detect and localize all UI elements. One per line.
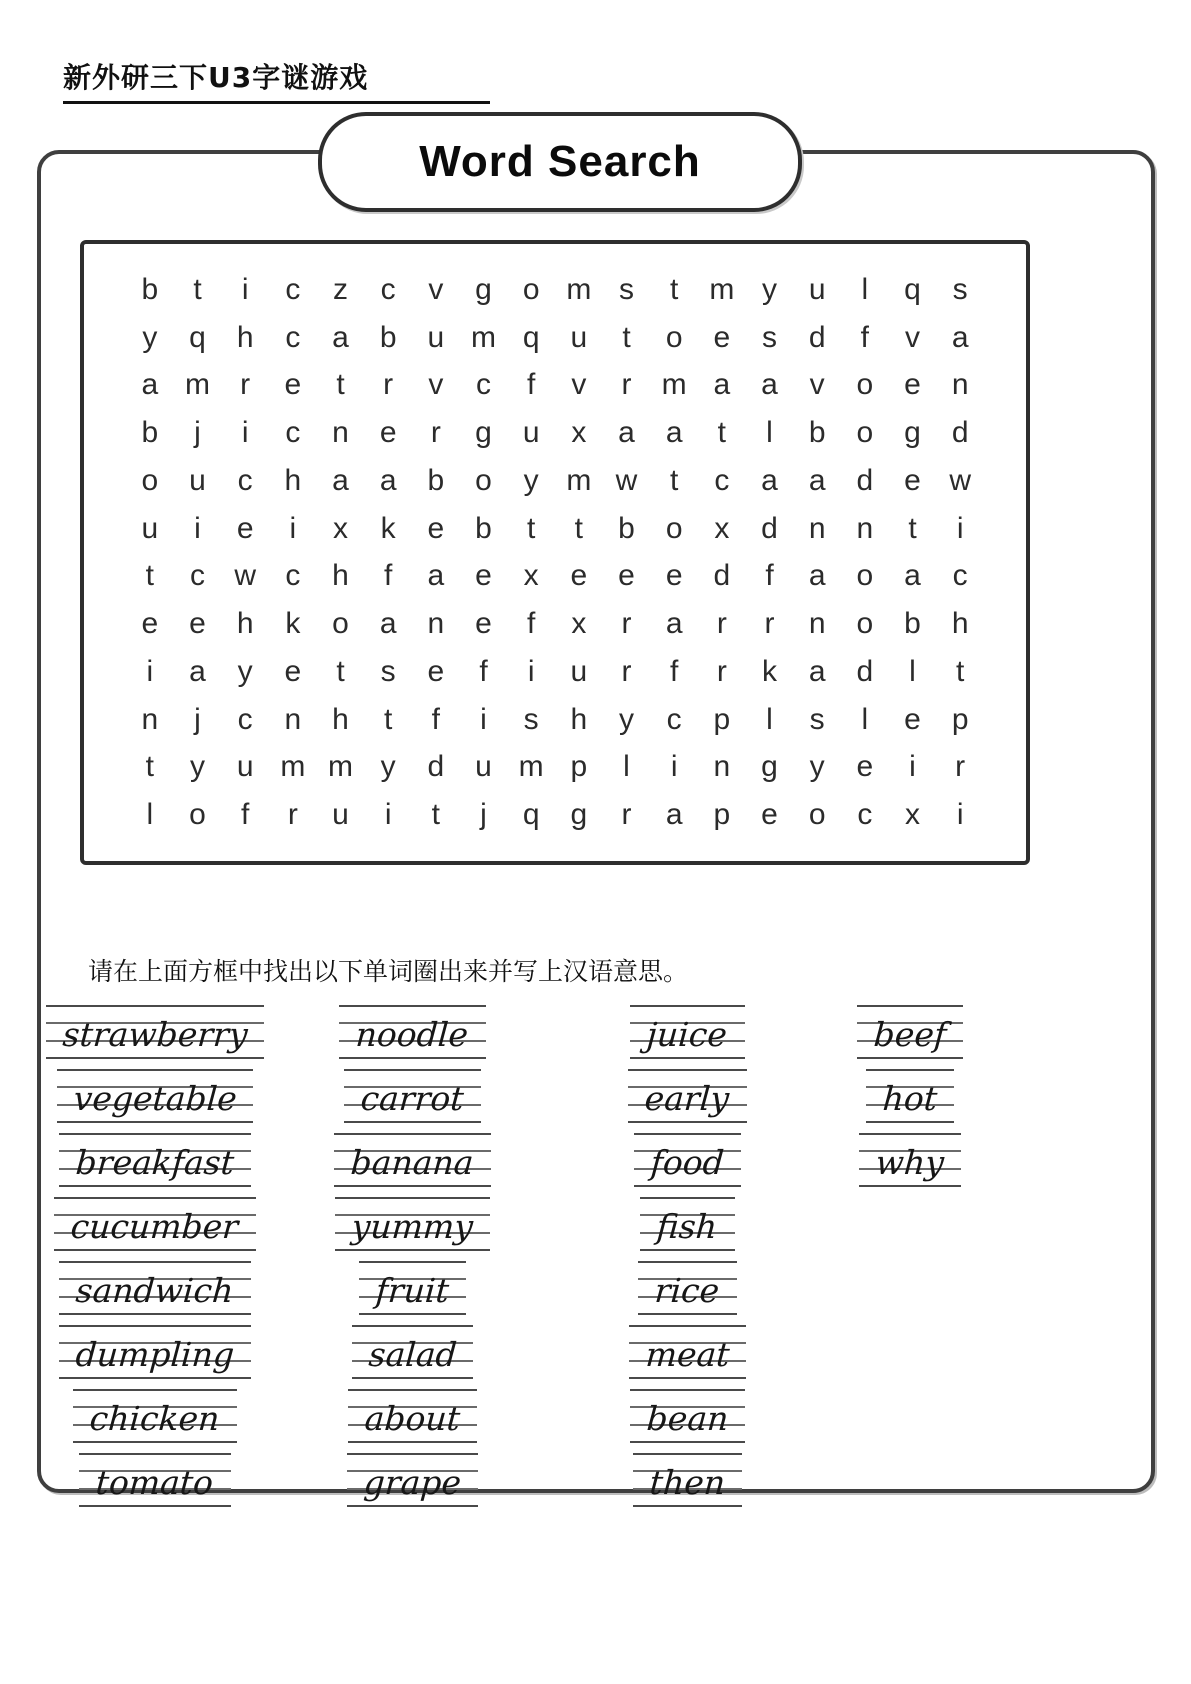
grid-letter: o [856,559,874,593]
grid-letter: j [194,416,201,450]
grid-letter: u [522,416,540,450]
word-label: cucumber [69,1206,240,1246]
grid-letter: t [669,463,679,497]
grid-letter: s [809,702,825,736]
grid-letter: e [618,559,635,593]
word-label: about [363,1398,462,1438]
word-label: yummy [350,1206,475,1246]
grid-letter: e [379,416,397,450]
grid-letter: d [761,511,778,545]
word-label: vegetable [71,1078,238,1118]
grid-letter: r [764,607,775,641]
grid-letter: n [713,750,731,784]
grid-letter: l [861,702,869,736]
grid-letter: y [189,750,205,784]
grid-letter: o [141,463,159,497]
word-label: chicken [88,1398,222,1438]
grid-letter: i [956,511,964,545]
grid-letter: o [522,272,540,306]
word-list [40,1000,1100,1512]
grid-letter: i [146,654,154,688]
word-label: meat [644,1334,731,1374]
word-block [73,1389,237,1443]
grid-letter: r [621,654,632,688]
grid-letter: a [332,463,349,497]
word-block [334,1133,491,1187]
word-block [344,1069,481,1123]
word-label: sandwich [74,1270,235,1310]
grid-letter: j [194,702,201,736]
grid-letter: u [141,511,159,545]
grid-letter: t [574,511,583,545]
word-label: then [648,1462,727,1502]
grid-letter: y [237,654,253,688]
grid-letter: c [857,798,873,832]
grid-letter: t [717,416,726,450]
grid-letter: m [280,750,306,784]
grid-letter: y [761,272,777,306]
word-label: tomato [94,1462,215,1502]
word-block [630,1389,746,1443]
grid-letter: d [713,559,731,593]
grid-letter: r [621,607,632,641]
grid-letter: q [904,272,921,306]
grid-letter: i [241,272,249,306]
grid-letter: c [285,272,301,306]
grid-letter: o [665,320,683,354]
grid-letter: c [189,559,205,593]
grid-letter: t [145,559,154,593]
grid-letter: y [618,702,634,736]
word-search-banner [318,112,802,212]
grid-letter: v [428,368,444,402]
grid-letter: e [284,654,302,688]
word-search-title: Word Search [419,137,701,186]
grid-letter: e [189,607,206,641]
grid-letter: l [623,750,630,784]
grid-letter: r [383,368,394,402]
grid-letter: h [951,607,969,641]
grid-letter: d [808,320,826,354]
word-block [59,1261,251,1315]
grid-letter: i [194,511,201,545]
word-block [46,1005,265,1059]
word-label: fruit [374,1270,451,1310]
grid-letter: c [285,320,301,354]
grid-letter: s [380,654,396,688]
grid-letter: o [808,798,826,832]
grid-letter: r [287,798,298,832]
grid-letter: t [526,511,536,545]
grid-letter: o [856,368,874,402]
grid-letter: v [571,368,587,402]
puzzle-grid-box [80,240,1030,865]
grid-letter: w [949,463,971,497]
grid-letter: u [236,750,254,784]
grid-letter: t [193,272,202,306]
grid-letter: t [622,320,631,354]
word-block [359,1261,466,1315]
word-block [339,1005,485,1059]
word-block [629,1325,747,1379]
grid-letter: k [380,511,396,545]
grid-letter: n [427,607,445,641]
grid-letter: a [379,607,397,641]
grid-letter: n [332,416,349,450]
word-label: food [649,1142,726,1182]
grid-letter: f [526,368,536,402]
grid-letter: f [526,607,536,641]
grid-letter: l [861,272,869,306]
grid-letter: n [808,511,826,545]
grid-letter: h [284,463,302,497]
grid-letter: b [427,463,445,497]
grid-letter: u [570,654,588,688]
word-label: early [643,1078,731,1118]
grid-letter: a [379,463,397,497]
grid-letter: e [904,463,921,497]
grid-letter: e [713,320,731,354]
word-block [79,1453,230,1507]
grid-letter: r [621,368,632,402]
word-label: bean [645,1398,730,1438]
grid-letter: v [904,320,920,354]
grid-letter: e [475,559,492,593]
grid-letter: a [665,416,683,450]
grid-letter: l [909,654,916,688]
grid-letter: f [431,702,440,736]
grid-letter: s [618,272,634,306]
word-block [633,1453,742,1507]
grid-letter: e [427,511,445,545]
grid-letter: b [141,416,159,450]
grid-letter: y [380,750,396,784]
grid-letter: o [665,511,683,545]
grid-letter: q [189,320,206,354]
word-label: dumpling [74,1334,236,1374]
grid-letter: a [189,654,206,688]
grid-letter: e [141,607,159,641]
grid-letter: b [475,511,492,545]
grid-letter: x [904,798,920,832]
word-block [54,1197,255,1251]
grid-letter: r [430,416,441,450]
word-block [630,1005,744,1059]
grid-letter: e [904,368,921,402]
grid-letter: a [665,798,683,832]
grid-letter: m [327,750,353,784]
grid-letter: h [236,607,254,641]
grid-letter: y [809,750,825,784]
grid-letter: i [909,750,916,784]
grid-letter: o [856,607,874,641]
grid-letter: t [669,272,679,306]
grid-letter: e [761,798,778,832]
grid-letter: b [808,416,826,450]
word-block [866,1069,954,1123]
grid-letter: b [618,511,635,545]
word-block [335,1197,490,1251]
grid-letter: f [669,654,679,688]
word-label: noodle [354,1014,470,1054]
grid-letter: h [332,702,349,736]
grid-letter: q [522,320,540,354]
grid-letter: h [570,702,588,736]
grid-letter: i [289,511,297,545]
grid-letter: a [808,463,826,497]
grid-letter: i [241,416,249,450]
grid-letter: u [808,272,826,306]
grid-letter: f [383,559,393,593]
grid-letter: d [856,463,874,497]
grid-letter: n [808,607,826,641]
grid-letter: u [427,320,445,354]
word-label: breakfast [74,1142,236,1182]
word-block [352,1325,474,1379]
word-block [347,1453,478,1507]
grid-letter: a [665,607,683,641]
grid-letter: m [566,463,592,497]
grid-letter: m [518,750,544,784]
grid-letter: i [480,702,487,736]
grid-letter: c [475,368,491,402]
grid-letter: d [427,750,445,784]
word-label: juice [645,1014,729,1054]
grid-letter: c [380,272,396,306]
grid-letter: d [856,654,874,688]
grid-letter: p [570,750,588,784]
grid-letter: t [383,702,393,736]
grid-letter: n [141,702,159,736]
grid-letter: w [615,463,638,497]
grid-letter: j [480,798,487,832]
grid-letter: a [761,463,778,497]
grid-letter: y [523,463,539,497]
word-block [634,1133,741,1187]
grid-letter: r [621,798,632,832]
grid-letter: e [236,511,254,545]
grid-letter: a [713,368,731,402]
grid-letter: i [527,654,535,688]
grid-letter: a [808,559,826,593]
word-block [57,1069,254,1123]
grid-letter: t [431,798,440,832]
grid-letter: f [479,654,488,688]
grid-letter: e [284,368,302,402]
grid-letter: u [570,320,588,354]
grid-letter: s [523,702,539,736]
grid-letter: x [571,416,587,450]
grid-letter: m [470,320,496,354]
grid-letter: n [284,702,302,736]
grid-letter: u [189,463,206,497]
grid-letter: m [566,272,592,306]
grid-letter: f [860,320,869,354]
grid-letter: e [856,750,874,784]
grid-letter: p [713,702,731,736]
letter-grid [126,266,984,839]
grid-letter: e [570,559,588,593]
grid-letter: e [427,654,445,688]
grid-letter: v [809,368,825,402]
word-label: fish [655,1206,719,1246]
grid-letter: a [332,320,349,354]
word-label: hot [881,1078,939,1118]
word-label: strawberry [61,1014,249,1054]
word-label: grape [362,1462,463,1502]
grid-letter: x [523,559,539,593]
grid-letter: g [475,272,492,306]
grid-letter: m [709,272,735,306]
grid-letter: c [237,463,253,497]
word-block [857,1005,963,1059]
grid-letter: x [571,607,587,641]
grid-letter: e [904,702,921,736]
grid-letter: c [714,463,730,497]
grid-letter: n [951,368,969,402]
grid-letter: g [475,416,492,450]
word-block [348,1389,477,1443]
word-block [59,1325,251,1379]
instruction-text: 请在上面方框中找出以下单词圈出来并写上汉语意思。 [88,957,689,986]
grid-letter: g [570,798,588,832]
grid-letter: m [661,368,687,402]
word-label: banana [349,1142,476,1182]
grid-letter: y [142,320,158,354]
grid-letter: a [808,654,826,688]
word-label: carrot [359,1078,466,1118]
grid-letter: o [475,463,492,497]
grid-letter: c [285,559,301,593]
word-label: salad [367,1334,458,1374]
grid-letter: a [618,416,635,450]
grid-letter: c [666,702,682,736]
grid-letter: r [716,654,727,688]
grid-letter: x [332,511,348,545]
grid-letter: o [332,607,349,641]
grid-letter: p [951,702,969,736]
grid-letter: l [766,702,773,736]
grid-letter: r [955,750,966,784]
grid-letter: u [475,750,492,784]
grid-letter: i [670,750,678,784]
grid-letter: f [240,798,250,832]
grid-letter: a [951,320,969,354]
grid-letter: a [904,559,921,593]
grid-letter: l [146,798,154,832]
grid-letter: h [236,320,254,354]
grid-letter: k [285,607,301,641]
grid-letter: t [336,654,345,688]
grid-letter: g [904,416,921,450]
grid-letter: c [952,559,968,593]
grid-letter: z [332,272,348,306]
grid-letter: a [761,368,778,402]
word-block [859,1133,961,1187]
grid-letter: t [955,654,965,688]
document-title: 新外研三下U3字谜游戏 [63,56,490,104]
word-label: rice [653,1270,721,1310]
grid-letter: v [428,272,444,306]
grid-letter: b [141,272,159,306]
grid-letter: b [904,607,921,641]
grid-letter: o [856,416,874,450]
grid-letter: e [665,559,683,593]
grid-letter: e [475,607,492,641]
grid-letter: i [384,798,392,832]
grid-letter: t [145,750,154,784]
grid-letter: m [184,368,210,402]
grid-letter: h [332,559,349,593]
grid-letter: g [761,750,778,784]
grid-letter: n [856,511,874,545]
grid-letter: b [379,320,397,354]
grid-letter: t [908,511,917,545]
grid-letter: r [716,607,727,641]
word-label: why [874,1142,946,1182]
grid-letter: x [714,511,730,545]
grid-letter: c [237,702,253,736]
word-block [59,1133,251,1187]
grid-letter: w [234,559,256,593]
grid-letter: o [189,798,206,832]
grid-letter: r [240,368,251,402]
grid-letter: i [956,798,964,832]
word-block [638,1261,736,1315]
grid-letter: d [951,416,969,450]
grid-letter: a [141,368,159,402]
grid-letter: k [761,654,777,688]
grid-letter: t [336,368,345,402]
word-block [640,1197,734,1251]
word-block [628,1069,746,1123]
word-label: beef [872,1014,948,1054]
grid-letter: q [522,798,540,832]
grid-letter: s [761,320,777,354]
grid-letter: c [285,416,301,450]
grid-letter: u [332,798,349,832]
grid-letter: l [766,416,773,450]
grid-letter: a [427,559,445,593]
grid-letter: p [713,798,731,832]
grid-letter: s [952,272,968,306]
grid-letter: f [765,559,774,593]
